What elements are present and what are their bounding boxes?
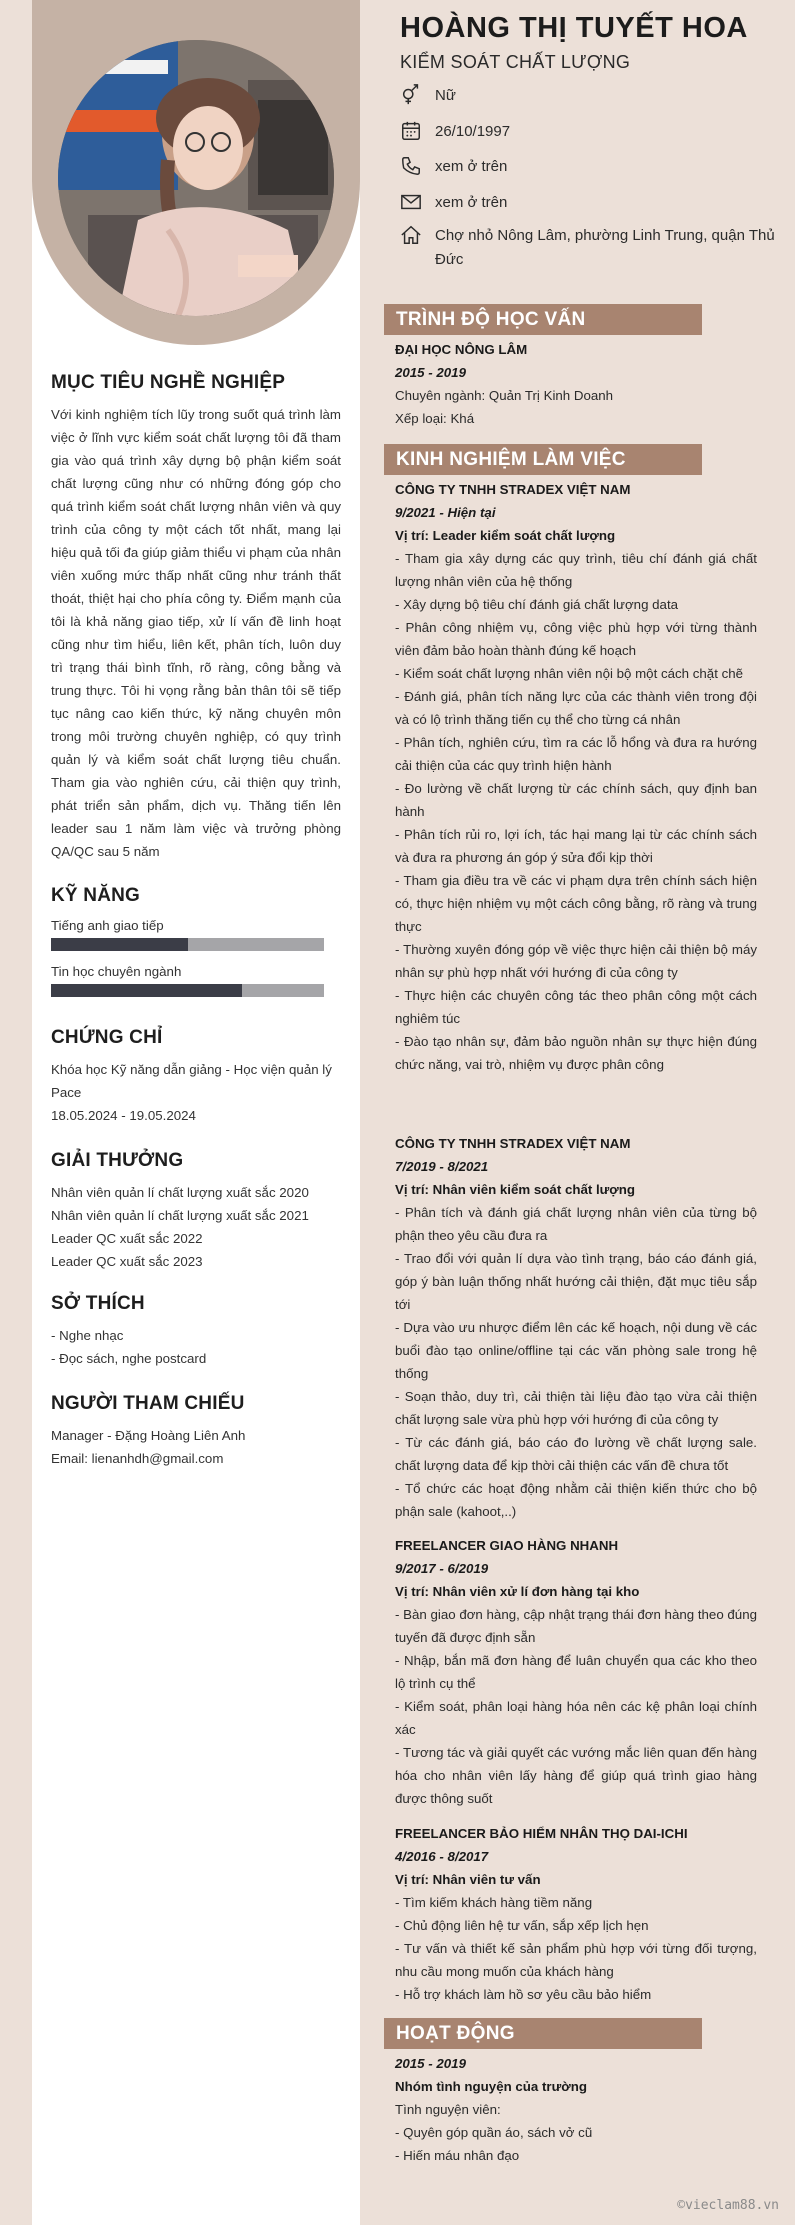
certificates-heading: CHỨNG CHỈ xyxy=(51,1027,163,1048)
left-margin-strip xyxy=(0,0,32,2225)
candidate-title: KIỂM SOÁT CHẤT LƯỢNG xyxy=(400,52,631,72)
references-section xyxy=(51,1393,341,1470)
job-duty: - Phân tích rủi ro, lợi ích, tác hại mang lại từ các chính sách và đưa ra phương án góp ý sửa đổi kịp thời xyxy=(395,827,757,865)
watermark: ©vieclam88.vn xyxy=(677,2198,779,2213)
job-duty: - Tìm kiếm khách hàng tiềm năng xyxy=(395,1895,593,1910)
awards-section xyxy=(51,1150,341,1273)
school-name: ĐẠI HỌC NÔNG LÂM xyxy=(395,342,528,357)
job-duty: - Tổ chức các hoạt động nhằm cải thiện kiến thức cho bộ phận sale (kahoot,..) xyxy=(395,1481,757,1519)
job-duty: - Phân công nhiệm vụ, công việc phù hợp với từng thành viên đảm bảo hoàn thành đúng kế hoạch xyxy=(395,620,757,658)
calendar-icon xyxy=(400,120,422,142)
activities-heading: HOẠT ĐỘNG xyxy=(396,2023,515,2044)
award-line: Nhân viên quản lí chất lượng xuất sắc 2020 xyxy=(51,1185,309,1200)
skills-section xyxy=(51,885,341,1008)
activity-group: Nhóm tình nguyện của trường xyxy=(395,2079,587,2094)
education-block xyxy=(395,338,757,430)
contact-value: 26/10/1997 xyxy=(435,123,511,140)
job-block xyxy=(395,1534,757,1810)
company-name: FREELANCER GIAO HÀNG NHANH xyxy=(395,1538,619,1553)
job-duty: - Kiểm soát, phân loại hàng hóa nên các kệ phân loại chính xác xyxy=(395,1699,757,1737)
certificate-line: 18.05.2024 - 19.05.2024 xyxy=(51,1108,196,1123)
references-heading: NGƯỜI THAM CHIẾU xyxy=(51,1393,245,1414)
education-heading: TRÌNH ĐỘ HỌC VẤN xyxy=(396,309,586,330)
job-block xyxy=(395,1132,757,1523)
contact-value: Nữ xyxy=(435,87,456,104)
company-name: CÔNG TY TNHH STRADEX VIỆT NAM xyxy=(395,482,631,497)
skills-heading: KỸ NĂNG xyxy=(51,885,141,906)
experience-heading: KINH NGHIỆM LÀM VIỆC xyxy=(396,449,626,470)
activity-item: - Hiến máu nhân đạo xyxy=(395,2148,520,2163)
job-duty: - Thường xuyên đóng góp về việc thực hiện cải thiện bộ máy nhân sự phù hợp nhất với hướng đi của công ty xyxy=(395,942,757,980)
education-major: Chuyên ngành: Quản Trị Kinh Doanh xyxy=(395,388,614,403)
skill-label: Tiếng anh giao tiếp xyxy=(51,918,164,933)
skill-label: Tin học chuyên ngành xyxy=(51,964,182,979)
phone-icon xyxy=(400,155,422,177)
company-name: FREELANCER BẢO HIỂM NHÂN THỌ DAI-ICHI xyxy=(395,1826,688,1841)
skill-bar xyxy=(51,984,324,997)
hobbies-heading: SỞ THÍCH xyxy=(51,1293,145,1314)
activity-period: 2015 - 2019 xyxy=(395,2056,466,2071)
activity-item: - Quyên góp quần áo, sách vở cũ xyxy=(395,2125,593,2140)
job-duty: - Thực hiện các chuyên công tác theo phân công một cách nghiêm túc xyxy=(395,988,757,1026)
job-duty: - Tham gia điều tra về các vi phạm dựa trên chính sách hiện có, thực hiện nhiệm vụ một cách công bằng, rõ ràng và trung thực xyxy=(395,873,757,934)
objective-text: Với kinh nghiệm tích lũy trong suốt quá trình làm việc ở lĩnh vực kiểm soát chất lượng tôi đã tham gia vào quá trình xây dựng bộ phận kiểm soát chất lượng cũng như có những đóng góp cho quá trình kiểm soát chất lượng nhân viên và quy trình của công ty một cách tốt nhất, mang lại hiệu quả tối đa giúp giảm thiểu vi phạm của nhân viên xuống mức thấp nhất cũng như tránh thất thoát, thiệt hại cho phía công ty. Điểm mạnh của tôi là khả năng giao tiếp, xử lí vấn đề linh hoạt cũng như tìm hiểu, liên kết, phân tích, luôn duy trì trạng thái bình tĩnh, rõ ràng, công bằng và trung thực. Tôi hi vọng rằng bản thân tôi sẽ tiếp tục nâng cao kiến thức, kỹ năng chuyên môn trong môi trường chuyên nghiệp, có quy trình quản lý và kiểm soát chất lượng tiêu chuẩn. Tham gia vào nghiên cứu, cải thiện quy trình, phát triển sản phẩm, dịch vụ. Thăng tiến lên leader sau 1 năm làm việc và trưởng phòng QA/QC sau 5 năm xyxy=(51,407,341,859)
job-period: 9/2017 - 6/2019 xyxy=(395,1561,489,1576)
job-position: Vị trí: Leader kiểm soát chất lượng xyxy=(395,528,616,543)
job-duty: - Từ các đánh giá, báo cáo đo lường về chất lượng sale. chất lượng data để kịp thời cải thiện các vấn đề chưa tốt xyxy=(395,1435,757,1473)
job-duty: - Tư vấn và thiết kế sản phẩm phù hợp với từng đối tượng, nhu cầu mong muốn của khách hàng xyxy=(395,1941,757,1979)
job-duty: - Bàn giao đơn hàng, cập nhật trạng thái đơn hàng theo đúng tuyến đã được định sẵn xyxy=(395,1607,757,1645)
award-line: Leader QC xuất sắc 2022 xyxy=(51,1231,203,1246)
education-period: 2015 - 2019 xyxy=(395,365,466,380)
job-duty: - Đào tạo nhân sự, đảm bảo nguồn nhân sự thực hiện đúng chức năng, vai trò, nhiệm vụ được phân công xyxy=(395,1034,757,1072)
job-position: Vị trí: Nhân viên tư vấn xyxy=(395,1872,541,1887)
reference-line: Manager - Đặng Hoàng Liên Anh xyxy=(51,1428,246,1443)
awards-heading: GIẢI THƯỞNG xyxy=(51,1150,184,1171)
award-line: Nhân viên quản lí chất lượng xuất sắc 2021 xyxy=(51,1208,309,1223)
hobby-line: - Đọc sách, nghe postcard xyxy=(51,1351,207,1366)
job-duty: - Đo lường về chất lượng từ các chính sách, quy định ban hành xyxy=(395,781,757,819)
certificates-section xyxy=(51,1027,341,1127)
left-column xyxy=(32,0,360,2225)
profile-photo xyxy=(58,40,334,316)
contact-value: xem ở trên xyxy=(435,194,508,211)
contact-value: xem ở trên xyxy=(435,158,508,175)
job-duty: - Tham gia xây dựng các quy trình, tiêu chí đánh giá chất lượng nhân viên của hệ thống xyxy=(395,551,757,589)
objective-heading: MỤC TIÊU NGHỀ NGHIỆP xyxy=(51,372,286,393)
job-block xyxy=(395,478,757,1076)
skill-bar-fill xyxy=(51,938,188,951)
job-duty: - Đánh giá, phân tích năng lực của các thành viên trong đội và có lộ trình thăng tiến cụ thể cho từng cá nhân xyxy=(395,689,757,727)
job-position: Vị trí: Nhân viên xử lí đơn hàng tại kho xyxy=(395,1584,640,1599)
job-duty: - Trao đổi với quản lí dựa vào tình trạng, báo cáo đánh giá, góp ý bàn luận thống nhất hướng cải thiện, đặt mục tiêu sắp tới xyxy=(395,1251,757,1312)
company-name: CÔNG TY TNHH STRADEX VIỆT NAM xyxy=(395,1136,631,1151)
gender-icon xyxy=(400,84,422,106)
job-period: 7/2019 - 8/2021 xyxy=(395,1159,489,1174)
objective-section xyxy=(51,372,341,863)
contact-value: Chợ nhỏ Nông Lâm, phường Linh Trung, quận Thủ Đức xyxy=(435,227,775,268)
portrait-illustration xyxy=(58,40,334,316)
job-duty: - Nhập, bắn mã đơn hàng để luân chuyển qua các kho theo lộ trình cụ thể xyxy=(395,1653,757,1691)
job-duty: - Xây dựng bộ tiêu chí đánh giá chất lượng data xyxy=(395,597,679,612)
candidate-name: HOÀNG THỊ TUYẾT HOA xyxy=(400,12,748,44)
mail-icon xyxy=(400,191,422,213)
job-period: 9/2021 - Hiện tại xyxy=(395,505,496,520)
job-duty: - Phân tích và đánh giá chất lượng nhân viên của từng bộ phận theo yêu cầu đưa ra xyxy=(395,1205,757,1243)
job-duty: - Phân tích, nghiên cứu, tìm ra các lỗ hổng và đưa ra hướng cải thiện của các quy trình hiện hành xyxy=(395,735,757,773)
job-duty: - Chủ động liên hệ tư vấn, sắp xếp lịch hẹn xyxy=(395,1918,649,1933)
job-duty: - Hỗ trợ khách làm hồ sơ yêu cầu bảo hiểm xyxy=(395,1987,652,2002)
education-header xyxy=(384,304,702,335)
activities-block xyxy=(395,2052,757,2167)
award-line: Leader QC xuất sắc 2023 xyxy=(51,1254,203,1269)
job-block xyxy=(395,1822,757,2006)
activities-header xyxy=(384,2018,702,2049)
right-column xyxy=(360,0,795,2225)
job-duty: - Dựa vào ưu nhược điểm lên các kế hoạch, nội dung về các buổi đào tạo online/offline tại các văn phòng sale trong hệ thống xyxy=(395,1320,757,1381)
hobby-line: - Nghe nhạc xyxy=(51,1328,124,1343)
education-grade: Xếp loại: Khá xyxy=(395,411,475,426)
activity-role: Tình nguyện viên: xyxy=(395,2102,501,2117)
reference-line: Email: lienanhdh@gmail.com xyxy=(51,1451,224,1466)
job-position: Vị trí: Nhân viên kiểm soát chất lượng xyxy=(395,1182,636,1197)
skill-bar-fill xyxy=(51,984,242,997)
job-duty: - Soạn thảo, duy trì, cải thiện tài liệu đào tạo vừa cải thiện chất lượng sale vừa phù hợp với hướng đi của công ty xyxy=(395,1389,757,1427)
job-duty: - Tương tác và giải quyết các vướng mắc liên quan đến hàng hóa cho nhân viên lấy hàng để giúp quá trình giao hàng được thông suốt xyxy=(395,1745,757,1806)
home-icon xyxy=(400,224,422,246)
hobbies-section xyxy=(51,1293,341,1370)
experience-header xyxy=(384,444,702,475)
certificate-line: Khóa học Kỹ năng dẫn giảng - Học viện quản lý Pace xyxy=(51,1062,332,1100)
job-duty: - Kiểm soát chất lượng nhân viên nội bộ một cách chặt chẽ xyxy=(395,666,744,681)
skill-bar xyxy=(51,938,324,951)
job-period: 4/2016 - 8/2017 xyxy=(395,1849,489,1864)
